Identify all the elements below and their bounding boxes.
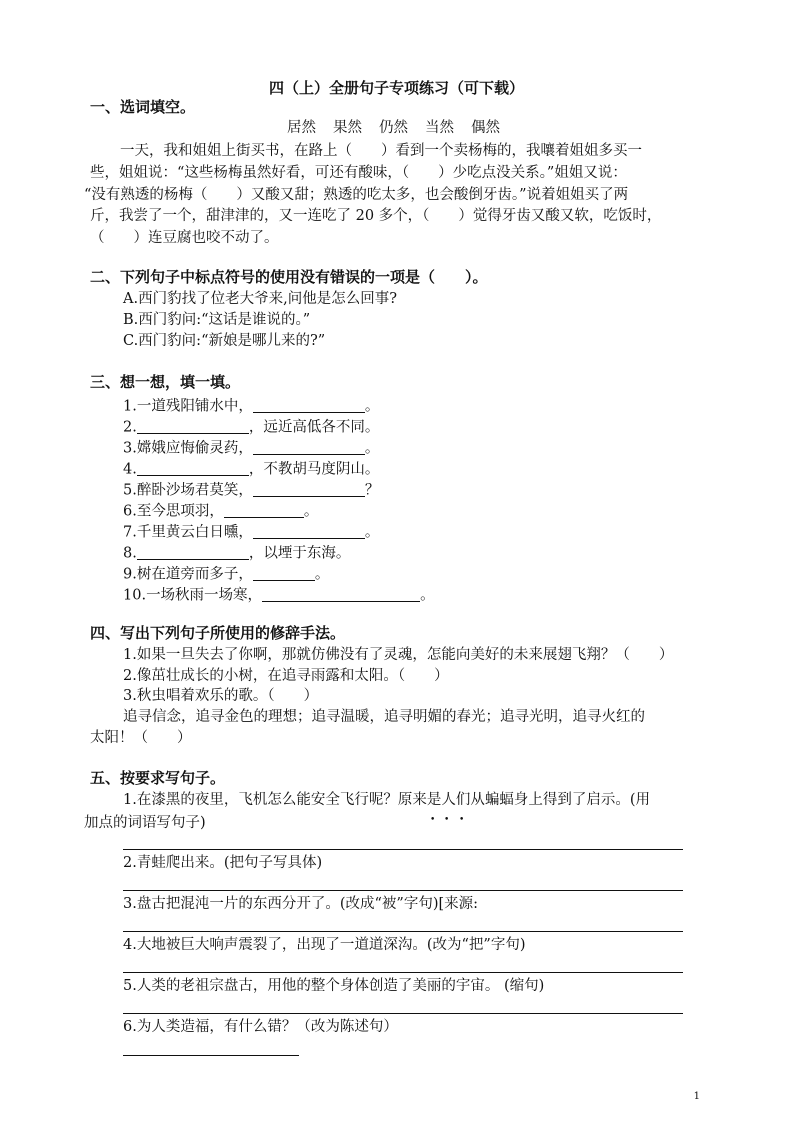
section-4-heading: 四、写出下列句子所使用的修辞手法。	[90, 624, 346, 642]
page-number: 1	[693, 1091, 700, 1102]
rewrite-question: 2.青蛙爬出来。(把句子写具体)	[123, 855, 323, 871]
emphasis-dot: •	[444, 815, 450, 825]
poem-item: 3.嫦娥应悔偷灵药， 。	[123, 440, 380, 457]
word-bank-item: 居然	[287, 120, 316, 136]
rhetoric-paragraph: 太阳！（ ）	[90, 730, 192, 746]
word-bank-item: 仍然	[379, 120, 408, 136]
rhetoric-item: 2.像茁壮成长的小树，在追寻雨露和太阳。（ ）	[123, 668, 449, 684]
poem-item: 1.一道残阳铺水中， 。	[123, 398, 380, 415]
emphasis-dot: •	[459, 815, 465, 825]
option-a: A.西门豹找了位老大爷来,问他是怎么回事?	[123, 291, 397, 307]
answer-line[interactable]	[123, 1013, 683, 1014]
poem-item: 10.一场秋雨一场寒， 。	[123, 587, 435, 604]
answer-blank[interactable]	[253, 523, 365, 539]
poem-item: 8. ，以堙于东海。	[123, 545, 351, 562]
answer-blank[interactable]	[262, 586, 420, 602]
rewrite-question: 3.盘古把混沌一片的东西分开了。(改成“被”字句)[来源:	[123, 896, 479, 912]
answer-line[interactable]	[123, 972, 683, 973]
answer-line[interactable]	[123, 890, 683, 891]
section-5-heading: 五、按要求写句子。	[90, 769, 226, 787]
page-title: 四（上）全册句子专项练习（可下载）	[268, 79, 524, 97]
section-3-heading: 三、想一想，填一填。	[90, 373, 241, 391]
poem-item: 4. ，不教胡马度阴山。	[123, 461, 380, 478]
rewrite-question: 5.人类的老祖宗盘古，用他的整个身体创造了美丽的宇宙。 (缩句)	[123, 978, 545, 994]
answer-blank[interactable]	[137, 418, 249, 434]
poem-item: 2. ，远近高低各不同。	[123, 419, 380, 436]
answer-blank[interactable]	[224, 502, 304, 518]
poem-item: 6.至今思项羽， 。	[123, 503, 319, 520]
answer-blank[interactable]	[137, 544, 249, 560]
answer-line[interactable]	[123, 1055, 299, 1056]
paragraph-line: 些，姐姐说：“这些杨梅虽然好看，可还有酸味，（ ）少吃点没关系。”姐姐又说：	[90, 165, 627, 181]
rewrite-question: 4.大地被巨大响声震裂了，出现了一道道深沟。(改为“把”字句)	[123, 937, 526, 953]
answer-line[interactable]	[123, 931, 683, 932]
option-c: C.西门豹问:“新娘是哪儿来的?”	[123, 333, 326, 349]
rhetoric-item: 3.秋虫唱着欢乐的歌。（ ）	[123, 688, 319, 704]
rhetoric-item: 1.如果一旦失去了你啊，那就仿佛没有了灵魂，怎能向美好的未来展翅飞翔？（ ）	[123, 647, 674, 663]
answer-blank[interactable]	[137, 460, 249, 476]
rhetoric-paragraph: 追寻信念，追寻金色的理想；追寻温暖，追寻明媚的春光；追寻光明，追寻火红的	[123, 709, 645, 725]
option-b: B.西门豹问:“这话是谁说的。”	[123, 312, 311, 328]
emphasis-dot: •	[430, 815, 436, 825]
word-bank	[287, 121, 517, 136]
poem-item: 7.千里黄云白日曛， 。	[123, 524, 380, 541]
poem-item: 5.醉卧沙场君莫笑， ？	[123, 482, 380, 499]
paragraph-line: 一天，我和姐姐上街买书，在路上（ ）看到一个卖杨梅的，我嚷着姐姐多买一	[120, 143, 642, 159]
word-bank-item: 当然	[425, 120, 454, 136]
paragraph-line: （ ）连豆腐也咬不动了。	[90, 230, 279, 246]
rewrite-question: 加点的词语写句子)	[84, 815, 206, 831]
word-bank-item: 果然	[333, 120, 362, 136]
paragraph-line: “没有熟透的杨梅（ ）又酸又甜；熟透的吃太多，也会酸倒牙齿。”说着姐姐买了两	[84, 187, 629, 203]
rewrite-question: 6.为人类造福，有什么错？（改为陈述句）	[123, 1019, 398, 1035]
section-2-heading: 二、下列句子中标点符号的使用没有错误的一项是（ ）。	[90, 268, 488, 286]
answer-blank[interactable]	[253, 439, 365, 455]
word-bank-item: 偶然	[471, 120, 500, 136]
paragraph-line: 斤，我尝了一个，甜津津的，又一连吃了 20 多个，（ ）觉得牙齿又酸又软，吃饭时，	[90, 208, 662, 224]
poem-item: 9.树在道旁而多子， 。	[123, 566, 330, 583]
rewrite-question: 1.在漆黑的夜里，飞机怎么能安全飞行呢？原来是人们从蝙蝠身上得到了启示。(用	[123, 792, 650, 808]
answer-blank[interactable]	[253, 397, 365, 413]
answer-line[interactable]	[123, 849, 683, 850]
answer-blank[interactable]	[253, 481, 365, 497]
answer-blank[interactable]	[253, 565, 315, 581]
section-1-heading: 一、选词填空。	[90, 98, 196, 116]
